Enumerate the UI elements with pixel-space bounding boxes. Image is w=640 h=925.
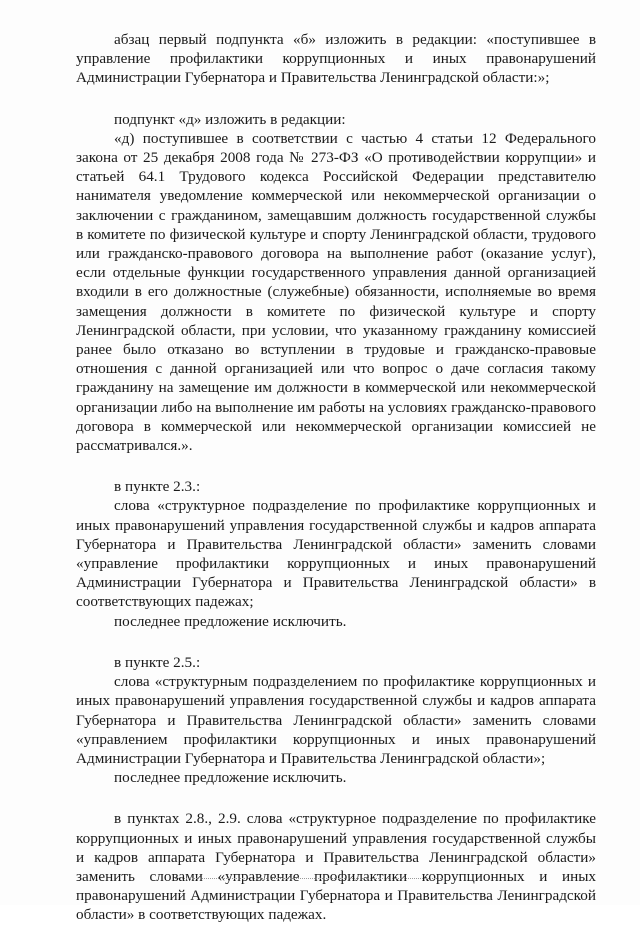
paragraph-point-2-3-last: последнее предложение исключить. <box>114 612 347 630</box>
paragraph-point-2-5-last: последнее предложение исключить. <box>114 769 347 787</box>
paragraph-point-2-3-heading: в пункте 2.3.: <box>114 478 201 496</box>
paragraph-subpoint-d-intro: подпункт «д» изложить в редакции: <box>114 110 346 128</box>
paragraph-point-2-5-text: слова «структурным подразделением по профилактике коррупционных и иных правонарушений управления государственной службы и кадров аппарата Губернатора и Правительства Ленинградской области» заменить словами «управлением профилактики коррупционных и иных правонарушений Администрации Губернатора и Правительства Ленинградской области»; <box>76 673 596 767</box>
footer-dotted-line <box>175 878 445 879</box>
document-body <box>76 30 596 925</box>
paragraph-point-2-5-heading: в пункте 2.5.: <box>114 653 201 671</box>
paragraph-point-2-3-text: слова «структурное подразделение по профилактике коррупционных и иных правонарушений управления государственной службы и кадров аппарата Губернатора и Правительства Ленинградской области» заменить словами «управление профилактики коррупционных и иных правонарушений Администрации Губернатора и Правительства Ленинградской области» в соответствующих падежах; <box>76 497 596 611</box>
paragraph-subpoint-b: абзац первый подпункта «б» изложить в редакции: «поступившее в управление профилактики коррупционных и иных правонарушений Администрации Губернатора и Правительства Ленинградской области:»; <box>76 31 596 87</box>
paragraph-points-2-8-2-9: в пунктах 2.8., 2.9. слова «структурное подразделение по профилактике коррупционных и иных правонарушений управления государственной службы и кадров аппарата Губернатора и Правительства Ленинградской области» заменить словами «управление профилактики коррупционных и иных правонарушений Администрации Губернатора и Правительства Ленинградской области» в соответствующих падежах. <box>76 810 596 924</box>
paragraph-subpoint-d-text: «д) поступившее в соответствии с частью 4 статьи 12 Федерального закона от 25 декабря 2008 года № 273-ФЗ «О противодействии коррупции» и статьей 64.1 Трудового кодекса Российской Федерации представителю нанимателя уведомление коммерческой или некоммерческой организации о заключении с гражданином, замещавшим должность государственной службы в комитете по физической культуре и спорту Ленинградской области, трудового или гражданско-правового договора на выполнение работ (оказание услуг), если отдельные функции государственного управления данной организацией входили в его должностные (служебные) обязанности, исполняемые во время замещения должности в комитете по физической культуре и спорту Ленинградской области, при условии, что указанному гражданину комиссией ранее было отказано во вступлении в трудовые и гражданско-правовые отношения с данной организацией или что вопрос о даче согласия такому гражданину на замещение им должности в коммерческой или некоммерческой организации либо на выполнение им работы на условиях гражданско-правового договора в коммерческой или некоммерческой организации комиссией не рассматривался.». <box>76 129 596 455</box>
